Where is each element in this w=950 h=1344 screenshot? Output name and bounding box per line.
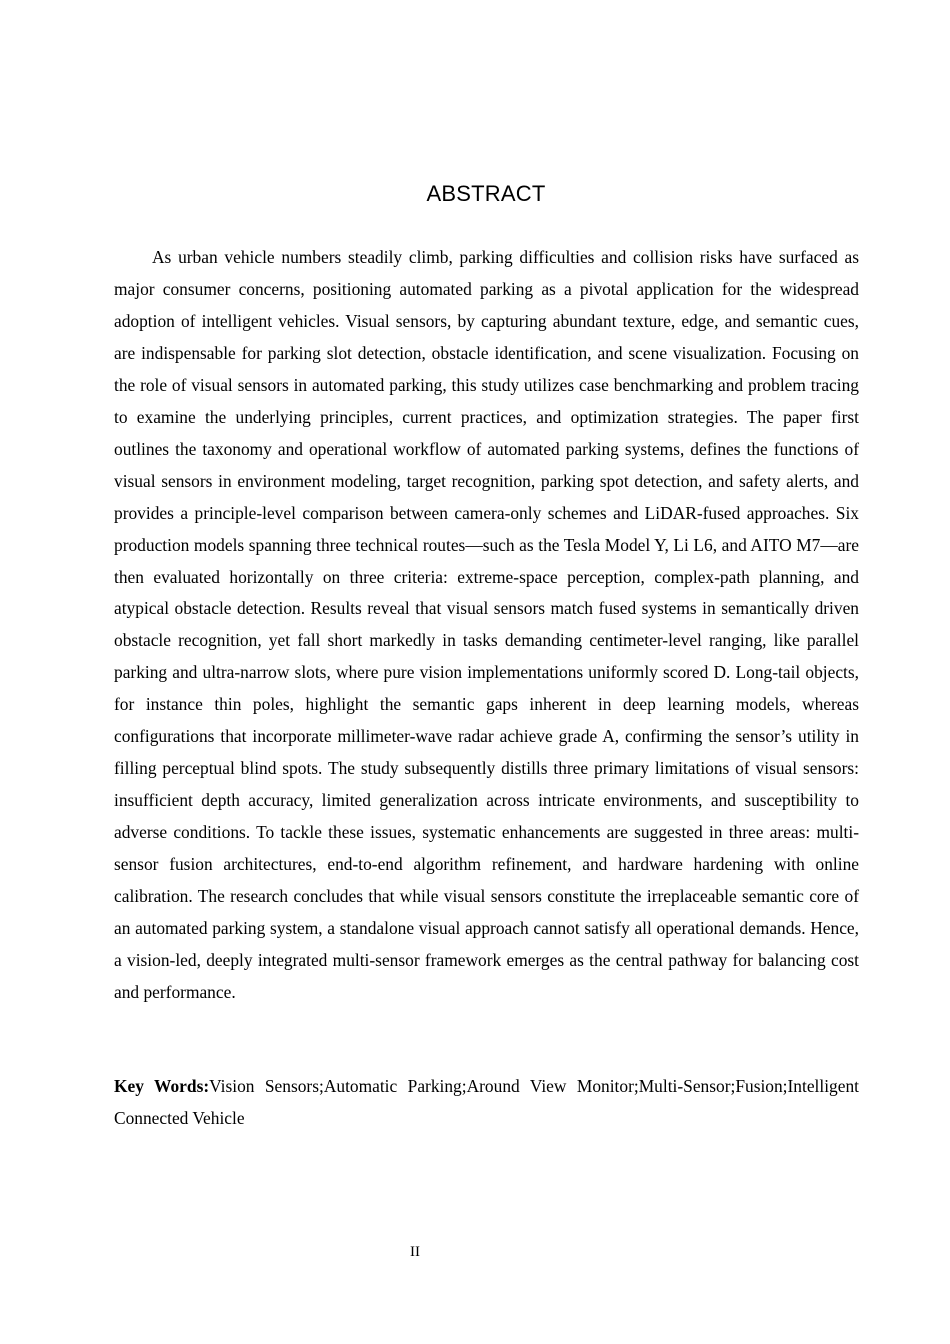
keywords-paragraph <box>114 1071 859 1135</box>
abstract-body: As urban vehicle numbers steadily climb, parking difficulties and collision risks have surfaced as major consumer concerns, positioning automated parking as a pivotal application for the widespread adoption of intelligent vehicles. Visual sensors, by capturing abundant texture, edge, and semantic cues, are indispensable for parking slot detection, obstacle identification, and scene visualization. Focusing on the role of visual sensors in automated parking, this study utilizes case benchmarking and problem tracing to examine the underlying principles, current practices, and optimization strategies. The paper first outlines the taxonomy and operational workflow of automated parking systems, defines the functions of visual sensors in environment modeling, target recognition, parking spot detection, and safety alerts, and provides a principle-level comparison between camera-only schemes and LiDAR-fused approaches. Six production models spanning three technical routes—such as the Tesla Model Y, Li L6, and AITO M7—are then evaluated horizontally on three criteria: extreme-space perception, complex-path planning, and atypical obstacle detection. Results reveal that visual sensors match fused systems in semantically driven obstacle recognition, yet fall short markedly in tasks demanding centimeter-level ranging, like parallel parking and ultra-narrow slots, where pure vision implementations uniformly scored D. Long-tail objects, for instance thin poles, highlight the semantic gaps inherent in deep learning models, whereas configurations that incorporate millimeter-wave radar achieve grade A, confirming the sensor’s utility in filling perceptual blind spots. The study subsequently distills three primary limitations of visual sensors: insufficient depth accuracy, limited generalization across intricate environments, and susceptibility to adverse conditions. To tackle these issues, systematic enhancements are suggested in three areas: multi-sensor fusion architectures, end-to-end algorithm refinement, and hardware hardening with online calibration. The research concludes that while visual sensors constitute the irreplaceable semantic core of an automated parking system, a standalone visual approach cannot satisfy all operational demands. Hence, a vision-led, deeply integrated multi-sensor framework emerges as the central pathway for balancing cost and performance. <box>114 247 859 1002</box>
abstract-title: ABSTRACT <box>426 181 546 206</box>
page-number: II <box>410 1244 420 1260</box>
keywords-label: Key Words: <box>114 1076 210 1096</box>
keywords-text: Vision Sensors;Automatic Parking;Around View Monitor;Multi-Sensor;Fusion;Intelligent Connected Vehicle <box>114 1076 859 1128</box>
